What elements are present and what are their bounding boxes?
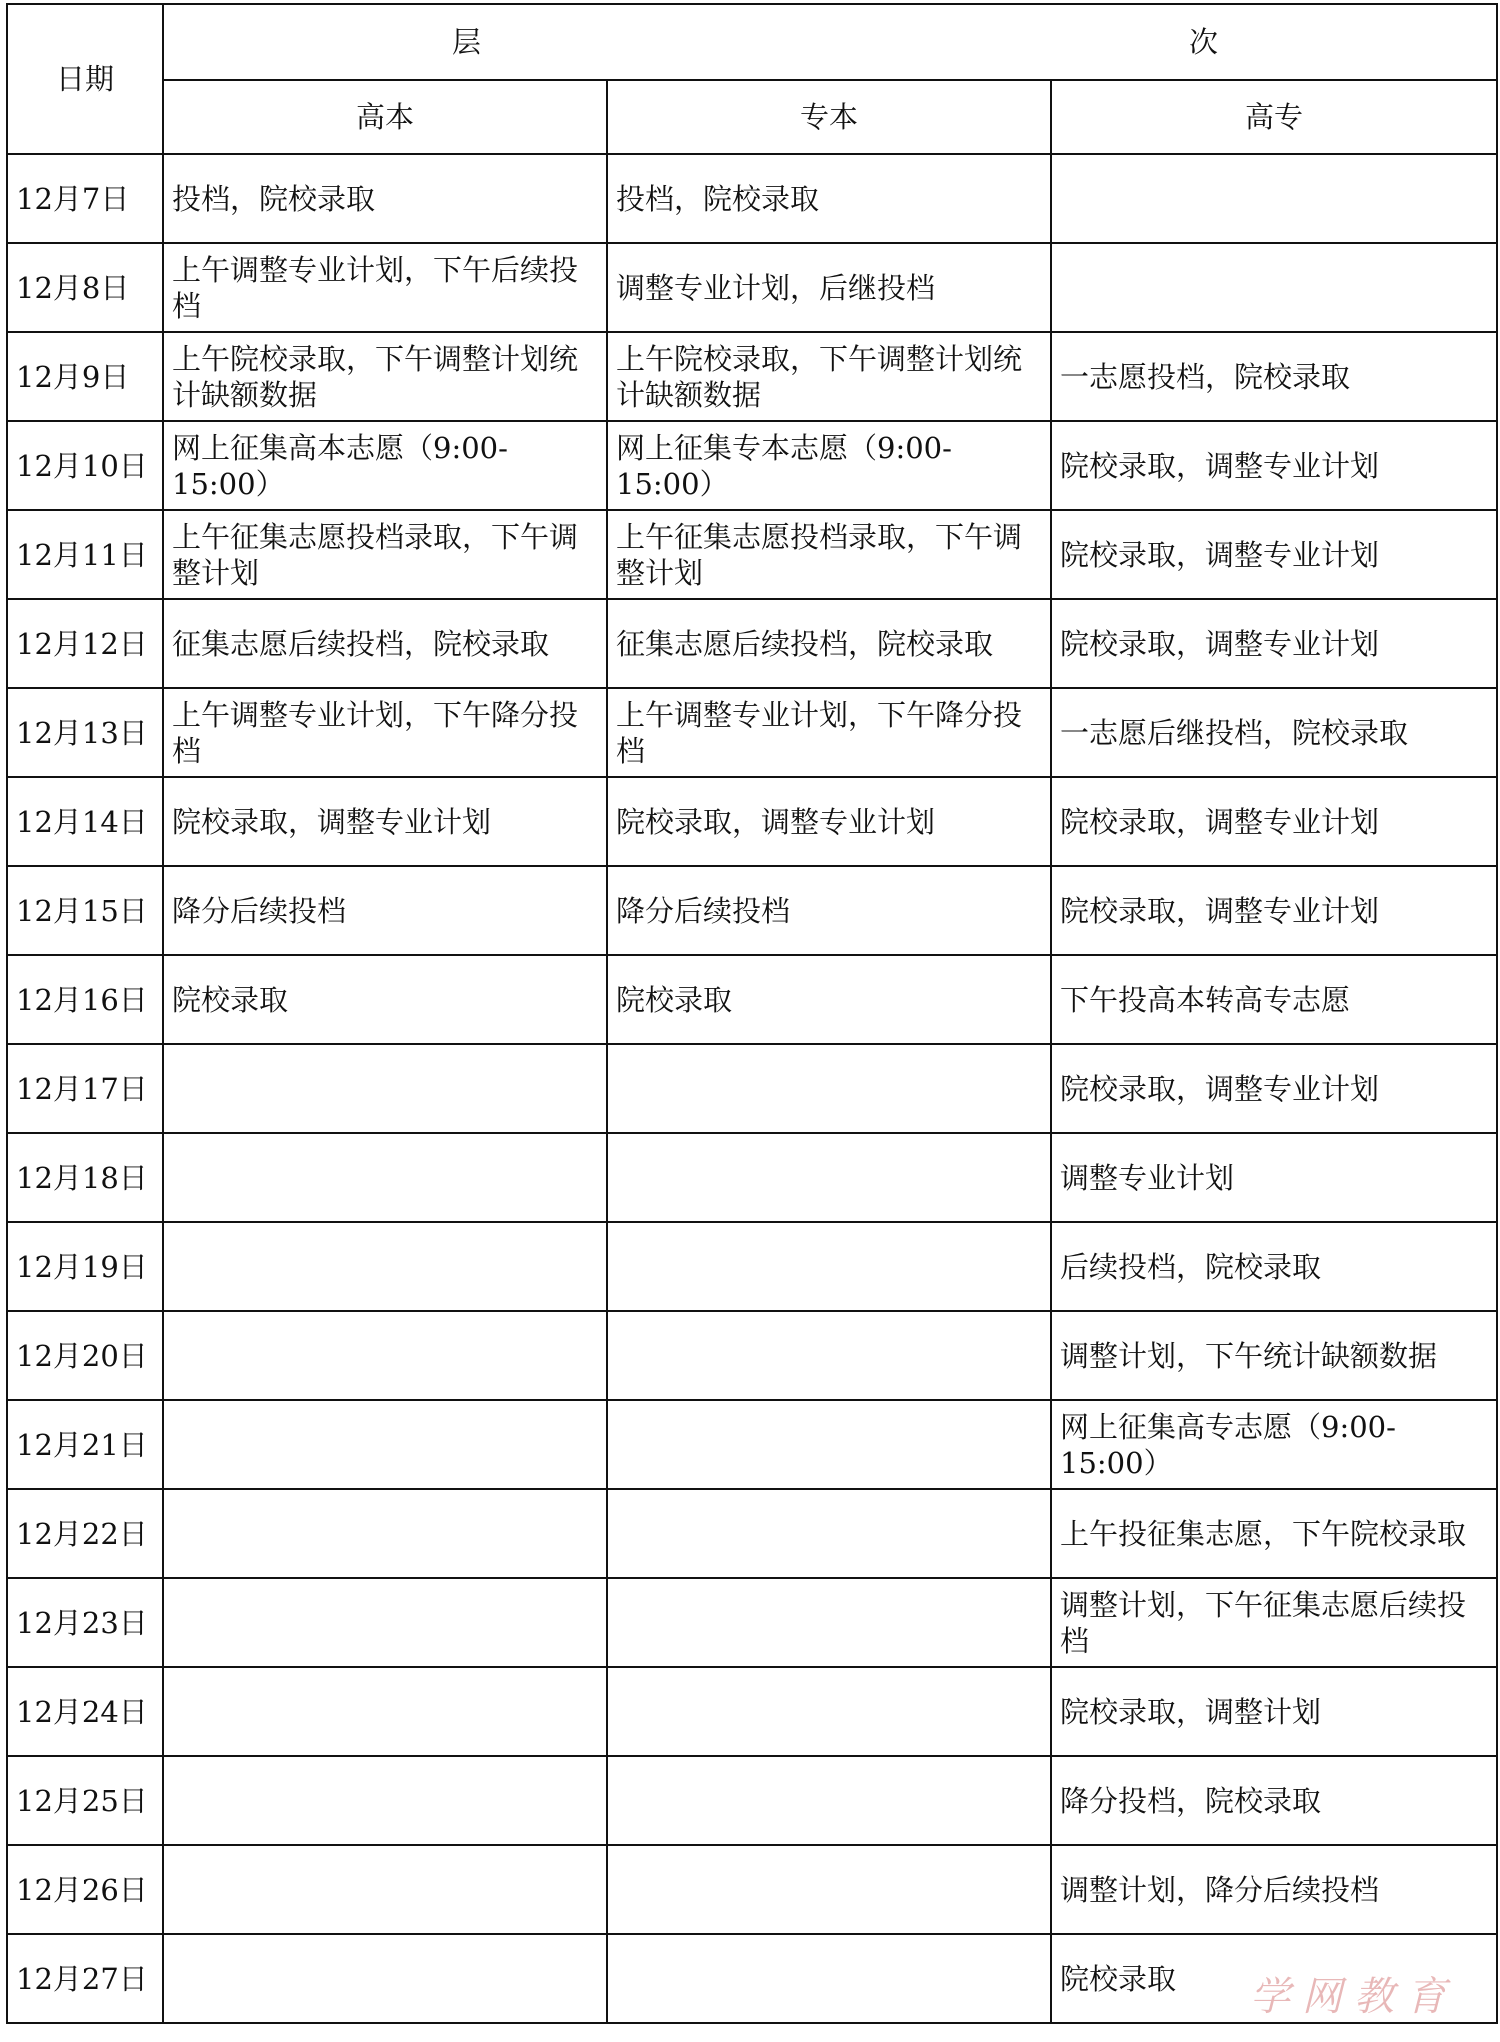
gaoben-cell: [163, 1133, 607, 1222]
zhuanben-cell: 上午院校录取，下午调整计划统计缺额数据: [607, 332, 1051, 421]
gaozhuan-cell: 调整计划，下午统计缺额数据: [1051, 1311, 1497, 1400]
zhuanben-cell: 网上征集专本志愿（9:00-15:00）: [607, 421, 1051, 510]
gaozhuan-cell: 院校录取，调整专业计划: [1051, 866, 1497, 955]
table-row: [7, 1489, 1497, 1578]
zhuanben-cell: [607, 1845, 1051, 1934]
header-row-sub: [7, 80, 1497, 154]
gaoben-cell: 网上征集高本志愿（9:00-15:00）: [163, 421, 607, 510]
gaozhuan-cell: [1051, 243, 1497, 332]
gaoben-cell: [163, 1044, 607, 1133]
date-cell: 12月24日: [7, 1667, 163, 1756]
zhuanben-cell: [607, 1756, 1051, 1845]
gaoben-cell: 征集志愿后续投档，院校录取: [163, 599, 607, 688]
zhuanben-cell: [607, 1489, 1051, 1578]
gaozhuan-cell: 后续投档，院校录取: [1051, 1222, 1497, 1311]
zhuanben-cell: [607, 1222, 1051, 1311]
date-cell: 12月12日: [7, 599, 163, 688]
gaozhuan-cell: 院校录取: [1051, 1934, 1497, 2023]
watermark-logo: 学网教育: [1250, 1974, 1458, 2020]
gaozhuan-cell: 调整计划，降分后续投档: [1051, 1845, 1497, 1934]
gaoben-cell: [163, 1756, 607, 1845]
date-cell: 12月17日: [7, 1044, 163, 1133]
table-row: [7, 421, 1497, 510]
gaozhuan-cell: 上午投征集志愿，下午院校录取: [1051, 1489, 1497, 1578]
zhuanben-cell: [607, 1133, 1051, 1222]
gaozhuan-cell: 院校录取，调整计划: [1051, 1667, 1497, 1756]
table-row: [7, 688, 1497, 777]
table-row: [7, 510, 1497, 599]
admission-schedule-table: [6, 3, 1498, 2024]
zhuanben-cell: 降分后续投档: [607, 866, 1051, 955]
table-row: [7, 777, 1497, 866]
table-row: [7, 1845, 1497, 1934]
gaozhuan-cell: 院校录取，调整专业计划: [1051, 510, 1497, 599]
gaozhuan-column-header: 高专: [1051, 80, 1497, 154]
date-cell: 12月23日: [7, 1578, 163, 1667]
gaoben-cell: 上午调整专业计划，下午后续投档: [163, 243, 607, 332]
zhuanben-cell: 院校录取: [607, 955, 1051, 1044]
gaoben-column-header: 高本: [163, 80, 607, 154]
gaozhuan-cell: 降分投档，院校录取: [1051, 1756, 1497, 1845]
gaozhuan-cell: 一志愿后继投档，院校录取: [1051, 688, 1497, 777]
zhuanben-cell: [607, 1311, 1051, 1400]
gaoben-cell: 院校录取，调整专业计划: [163, 777, 607, 866]
table-row: [7, 1044, 1497, 1133]
table-row: [7, 154, 1497, 243]
date-cell: 12月7日: [7, 154, 163, 243]
header-row-top: [7, 4, 1497, 80]
table-row: [7, 1667, 1497, 1756]
date-cell: 12月14日: [7, 777, 163, 866]
gaozhuan-cell: 院校录取，调整专业计划: [1051, 421, 1497, 510]
date-cell: 12月10日: [7, 421, 163, 510]
table-row: [7, 1133, 1497, 1222]
gaoben-cell: [163, 1845, 607, 1934]
date-cell: 12月11日: [7, 510, 163, 599]
gaoben-cell: 投档，院校录取: [163, 154, 607, 243]
gaoben-cell: 上午征集志愿投档录取，下午调整计划: [163, 510, 607, 599]
gaoben-cell: 上午院校录取，下午调整计划统计缺额数据: [163, 332, 607, 421]
table-row: [7, 866, 1497, 955]
gaoben-cell: 上午调整专业计划，下午降分投档: [163, 688, 607, 777]
level-header: [163, 4, 1497, 80]
zhuanben-cell: 投档，院校录取: [607, 154, 1051, 243]
gaozhuan-cell: 调整计划，下午征集志愿后续投档: [1051, 1578, 1497, 1667]
date-column-header: 日期: [7, 4, 163, 154]
table-row: [7, 955, 1497, 1044]
zhuanben-cell: [607, 1667, 1051, 1756]
zhuanben-column-header: 专本: [607, 80, 1051, 154]
gaoben-cell: [163, 1578, 607, 1667]
gaozhuan-cell: 调整专业计划: [1051, 1133, 1497, 1222]
zhuanben-cell: 上午征集志愿投档录取，下午调整计划: [607, 510, 1051, 599]
date-cell: 12月18日: [7, 1133, 163, 1222]
table-row: [7, 1400, 1497, 1489]
level-header-char-1: 层: [452, 25, 482, 59]
gaoben-cell: [163, 1667, 607, 1756]
level-header-char-2: 次: [1189, 25, 1219, 59]
gaoben-cell: 院校录取: [163, 955, 607, 1044]
date-cell: 12月9日: [7, 332, 163, 421]
date-cell: 12月22日: [7, 1489, 163, 1578]
table-row: [7, 1756, 1497, 1845]
zhuanben-cell: [607, 1934, 1051, 2023]
gaoben-cell: [163, 1489, 607, 1578]
gaozhuan-cell: 院校录取，调整专业计划: [1051, 1044, 1497, 1133]
date-cell: 12月20日: [7, 1311, 163, 1400]
table-row: [7, 1311, 1497, 1400]
zhuanben-cell: [607, 1400, 1051, 1489]
table-row: [7, 1578, 1497, 1667]
table-row: [7, 332, 1497, 421]
date-cell: 12月15日: [7, 866, 163, 955]
zhuanben-cell: [607, 1044, 1051, 1133]
date-cell: 12月13日: [7, 688, 163, 777]
gaoben-cell: [163, 1311, 607, 1400]
date-cell: 12月21日: [7, 1400, 163, 1489]
zhuanben-cell: [607, 1578, 1051, 1667]
gaozhuan-cell: 一志愿投档，院校录取: [1051, 332, 1497, 421]
gaozhuan-cell: 网上征集高专志愿（9:00-15:00）: [1051, 1400, 1497, 1489]
gaozhuan-cell: 下午投高本转高专志愿: [1051, 955, 1497, 1044]
date-cell: 12月27日: [7, 1934, 163, 2023]
table-row: [7, 243, 1497, 332]
table-row: [7, 1222, 1497, 1311]
gaoben-cell: [163, 1400, 607, 1489]
zhuanben-cell: 征集志愿后续投档，院校录取: [607, 599, 1051, 688]
zhuanben-cell: 调整专业计划，后继投档: [607, 243, 1051, 332]
gaoben-cell: [163, 1222, 607, 1311]
table-row: [7, 599, 1497, 688]
gaoben-cell: [163, 1934, 607, 2023]
gaoben-cell: 降分后续投档: [163, 866, 607, 955]
date-cell: 12月8日: [7, 243, 163, 332]
gaozhuan-cell: [1051, 154, 1497, 243]
zhuanben-cell: 院校录取，调整专业计划: [607, 777, 1051, 866]
gaozhuan-cell: 院校录取，调整专业计划: [1051, 599, 1497, 688]
zhuanben-cell: 上午调整专业计划，下午降分投档: [607, 688, 1051, 777]
date-cell: 12月25日: [7, 1756, 163, 1845]
date-cell: 12月16日: [7, 955, 163, 1044]
date-cell: 12月19日: [7, 1222, 163, 1311]
gaozhuan-cell: 院校录取，调整专业计划: [1051, 777, 1497, 866]
date-cell: 12月26日: [7, 1845, 163, 1934]
